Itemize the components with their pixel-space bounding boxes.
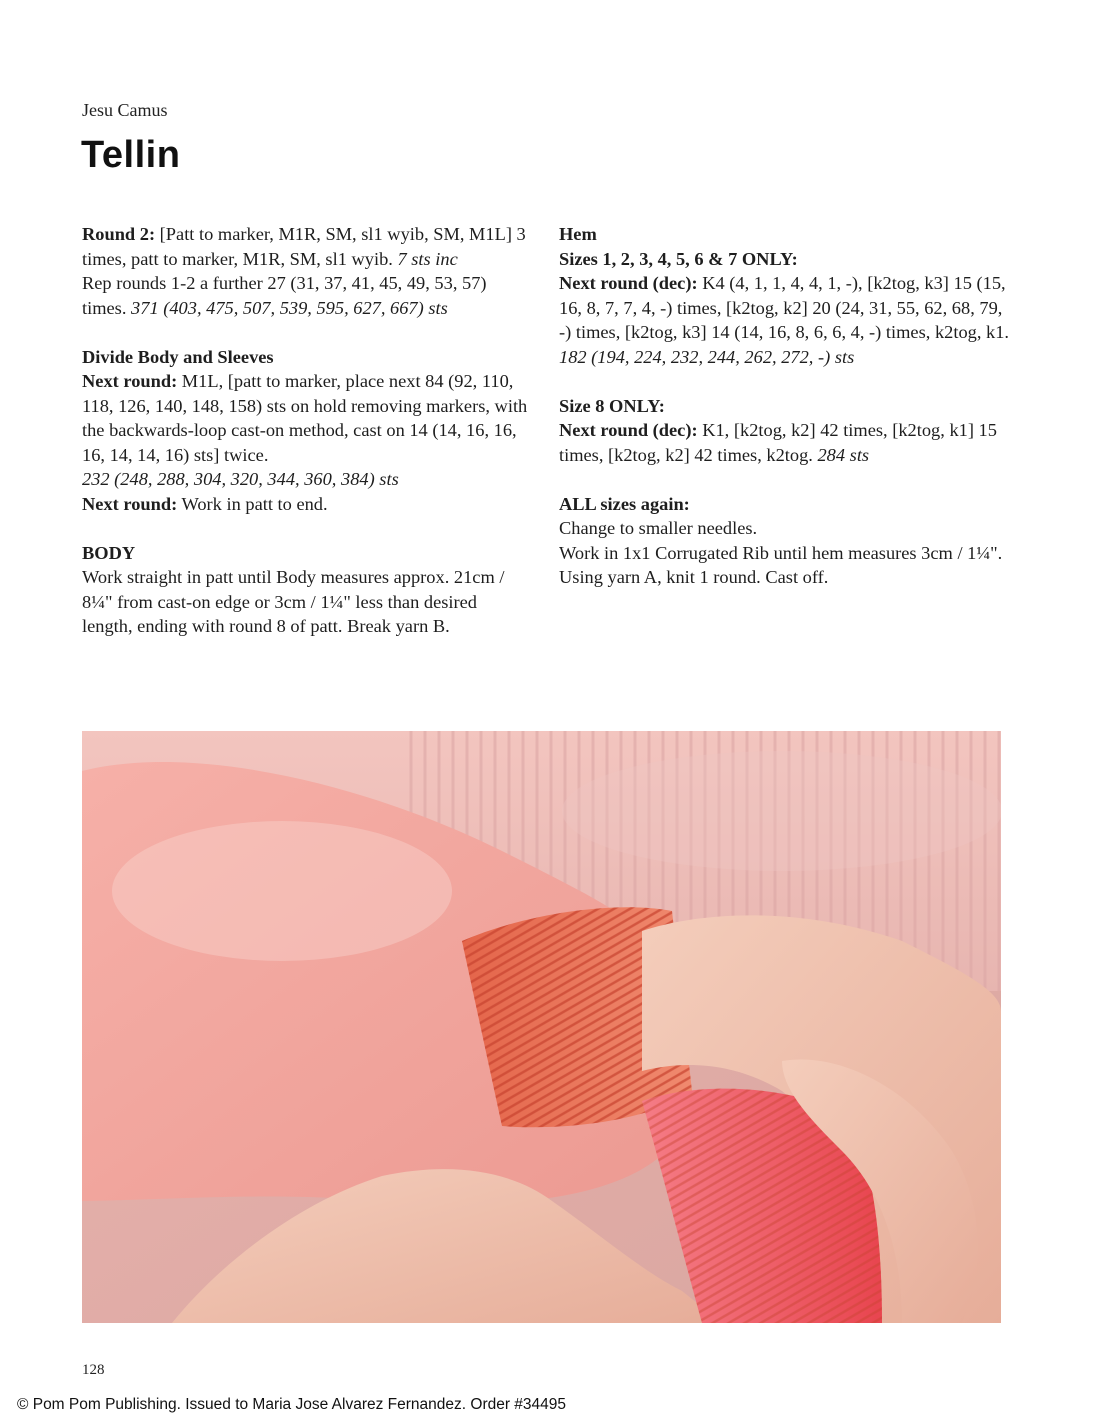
dec-text-2: K1, [k2tog, k2] 42 times, [k2tog, k1] 15 times, [k2tog, k2] 42 times, k2tog.	[559, 420, 997, 465]
round2-note: 7 sts inc	[397, 248, 458, 269]
next-round-dec-label: Next round (dec):	[559, 273, 698, 293]
work-patt-paragraph	[82, 492, 532, 517]
all-sizes-line-3: Using yarn A, knit 1 round. Cast off.	[559, 567, 829, 587]
all-sizes-line-2: Work in 1x1 Corrugated Rib until hem measures 3cm / 1¼".	[559, 542, 1003, 563]
dec-paragraph-1	[559, 271, 1009, 369]
next-round-dec-label: Next round (dec):	[559, 420, 698, 440]
divide-note: 232 (248, 288, 304, 320, 344, 360, 384) sts	[82, 469, 399, 489]
divide-heading: Divide Body and Sleeves	[82, 346, 274, 367]
repeat-note: 371 (403, 475, 507, 539, 595, 627, 667) sts	[131, 297, 448, 318]
round2-paragraph	[82, 222, 532, 271]
page-number: 128	[82, 1362, 105, 1378]
next-round-label: Next round:	[82, 371, 178, 391]
next-round-label: Next round:	[82, 493, 178, 514]
hem-heading: Hem	[559, 224, 597, 244]
all-sizes-line-1: Change to smaller needles.	[559, 518, 758, 538]
dec-note-2: 284 sts	[817, 444, 870, 465]
repeat-paragraph	[82, 271, 532, 320]
repeat-text: Rep rounds 1-2 a further 27 (31, 37, 41, 45, 49, 53, 57) times.	[82, 273, 487, 318]
body-heading: BODY	[82, 542, 136, 563]
dec-text-1: K4 (4, 1, 1, 4, 4, 1, -), [k2tog, k3] 15 (15, 16, 8, 7, 7, 4, -) times, [k2tog, k2] 20 (24, 31, 55, 62, 68, 79, -) times, [k2tog, k3] 14 (14, 16, 8, 6, 6, 4, -) times, k2tog, k1.	[559, 273, 1010, 342]
all-sizes-heading: ALL sizes again:	[559, 493, 690, 514]
right-column	[559, 222, 1009, 590]
author-name: Jesu Camus	[82, 100, 168, 120]
round2-label: Round 2:	[82, 224, 156, 244]
copyright-footer: © Pom Pom Publishing. Issued to Maria Jose Alvarez Fernandez. Order #34495	[17, 1396, 567, 1413]
sweater-photo	[82, 731, 1001, 1323]
divide-text: M1L, [patt to marker, place next 84 (92, 110, 118, 126, 140, 148, 158) sts on hold removing markers, with the backwards-loop cast-on method, cast on 14 (14, 16, 16, 16, 14, 14, 16) sts] twice.	[82, 371, 528, 465]
dec-paragraph-2	[559, 418, 1009, 467]
left-column	[82, 222, 532, 639]
body-paragraph: Work straight in patt until Body measures approx. 21cm / 8¼" from cast-on edge or 3cm / 1¼" less than desired length, ending with round 8 of patt. Break yarn B.	[82, 567, 505, 636]
divide-paragraph	[82, 369, 532, 467]
size8-heading: Size 8 ONLY:	[559, 395, 665, 416]
work-patt-text: Work in patt to end.	[177, 493, 328, 514]
dec-note-1: 182 (194, 224, 232, 244, 262, 272, -) sts	[559, 346, 855, 367]
round2-text: [Patt to marker, M1R, SM, sl1 wyib, SM, M1L] 3 times, patt to marker, M1R, SM, sl1 wyib.	[82, 224, 526, 269]
sizes-heading: Sizes 1, 2, 3, 4, 5, 6 & 7 ONLY:	[559, 248, 798, 269]
pattern-title: Tellin	[81, 134, 181, 176]
